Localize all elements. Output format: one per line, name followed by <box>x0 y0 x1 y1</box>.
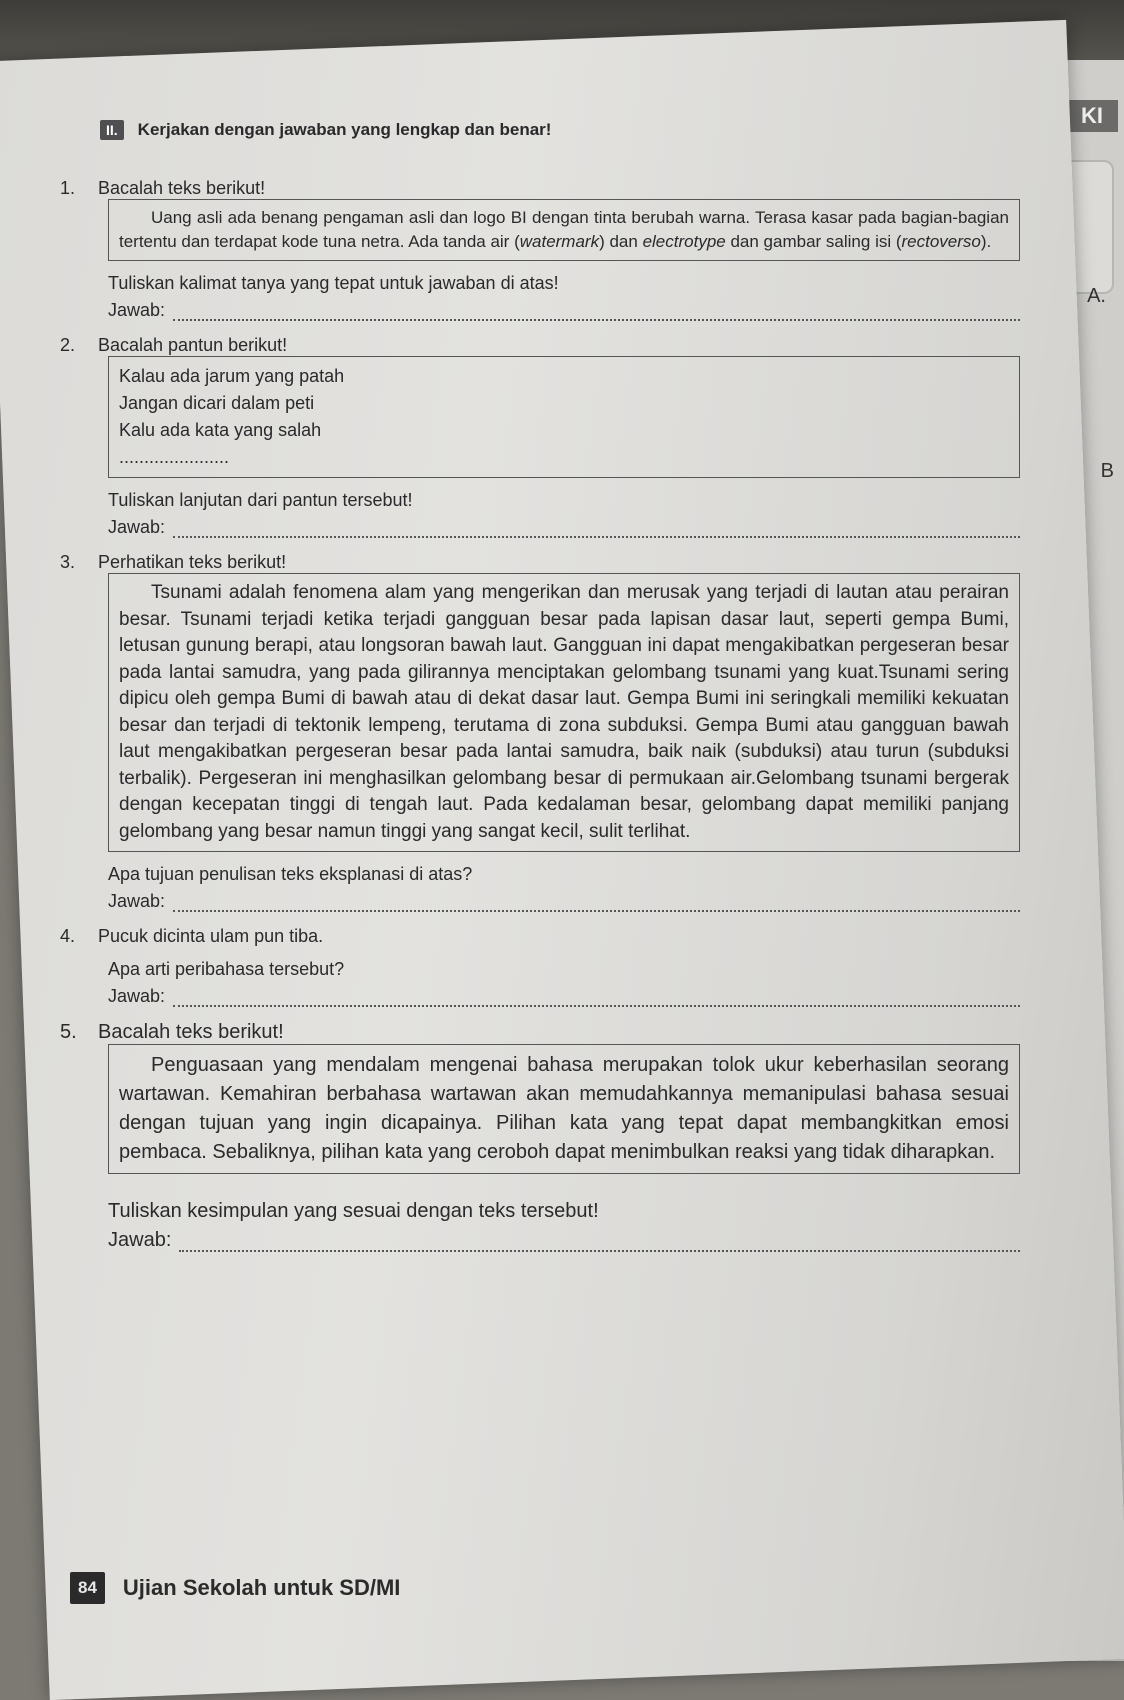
question-4 <box>60 926 1020 1007</box>
question-number: 2. <box>60 335 76 355</box>
reading-text: Tsunami adalah fenomena alam yang mengerikan dan merusak yang terjadi di lautan atau perairan besar. Tsunami terjadi ketika terjadi gangguan besar pada lapisan dasar laut, seperti gempa Bumi, letusan gunung berapi, atau longsoran bawah laut. Gangguan ini dapat mengakibatkan pergeseran besar pada lantai samudra, yang pada gilirannya menciptakan gelombang tsunami yang kuat.Tsunami sering dipicu oleh gempa Bumi di bawah atau di dekat dasar laut. Gempa Bumi ini seringkali memiliki kekuatan besar dan terjadi di tektonik lempeng, terutama di zona subduksi. Gempa Bumi atau gangguan bawah laut mengakibatkan pergeseran besar pada lantai samudra, baik naik (subduksi) atau turun (subduksi terbalik). Pergeseran ini menghasilkan gelombang besar di permukaan air.Gelombang tsunami bergerak dengan kecepatan tinggi di tengah laut. Pada kedalaman besar, gelombang dapat memiliki panjang gelombang yang besar namun tinggi yang sangat kecil, sulit terlihat. <box>119 582 1009 842</box>
footer-title: Ujian Sekolah untuk SD/MI <box>122 1575 401 1600</box>
side-letter-b: B <box>1100 460 1114 482</box>
pantun-box <box>108 356 1020 478</box>
question-2 <box>60 335 1020 538</box>
question-5 <box>60 1021 1020 1252</box>
reading-text: Penguasaan yang mendalam mengenai bahasa merupakan tolok ukur keberhasilan seorang wartawan. Kemahiran berbahasa wartawan akan memudahkannya memanipulasi bahasa sesuai dengan tujuan yang ingin dicapainya. Pilihan kata yang tepat dapat membangkitkan emosi pembaca. Sebaliknya, pilihan kata yang ceroboh dapat menimbulkan reaksi yang tidak diharapkan. <box>119 1054 1009 1163</box>
answer-dots <box>179 1236 1020 1252</box>
answer-line[interactable] <box>108 300 1020 321</box>
answer-dots <box>173 896 1020 912</box>
question-ask: Tuliskan kesimpulan yang sesuai dengan teks tersebut! <box>108 1200 599 1222</box>
answer-label: Jawab: <box>108 891 166 911</box>
text-segment: ). <box>980 232 992 251</box>
question-prompt: Perhatikan teks berikut! <box>98 552 287 572</box>
answer-dots <box>173 522 1020 538</box>
pantun-line-blank: ...................... <box>119 447 230 467</box>
text-segment: Uang asli ada benang pengaman asli dan logo BI dengan tinta berubah warna. Terasa kasar pada bagian-bagian tertentu dan terdapat kode tuna netra. Ada tanda air ( <box>119 208 1009 251</box>
question-prompt: Pucuk dicinta ulam pun tiba. <box>98 926 324 946</box>
question-prompt: Bacalah teks berikut! <box>98 1021 284 1043</box>
answer-dots <box>173 991 1020 1007</box>
section-instruction: Kerjakan dengan jawaban yang lengkap dan benar! <box>137 120 552 139</box>
answer-dots <box>173 305 1020 321</box>
page-number: 84 <box>70 1572 105 1604</box>
text-italic: watermark <box>519 232 600 251</box>
page-footer <box>70 1572 400 1604</box>
answer-line[interactable] <box>108 517 1020 538</box>
pantun-line: Jangan dicari dalam peti <box>119 393 315 413</box>
answer-line[interactable] <box>108 891 1020 912</box>
question-ask: Apa tujuan penulisan teks eksplanasi di atas? <box>108 864 473 884</box>
reading-box <box>108 1044 1020 1174</box>
pantun-line: Kalau ada jarum yang patah <box>119 366 345 386</box>
question-ask: Tuliskan lanjutan dari pantun tersebut! <box>108 490 413 510</box>
question-1 <box>60 178 1020 321</box>
answer-line[interactable] <box>108 986 1020 1007</box>
text-segment: dan gambar saling isi ( <box>725 232 902 251</box>
section-header <box>100 120 1020 140</box>
text-italic: electrotype <box>642 232 726 251</box>
pantun-line: Kalu ada kata yang salah <box>119 420 322 440</box>
question-number: 5. <box>60 1021 77 1043</box>
side-letter-a: A. <box>1087 285 1106 307</box>
reading-box <box>108 573 1020 852</box>
worksheet-content <box>60 120 1020 1252</box>
question-number: 4. <box>60 926 76 946</box>
question-ask: Apa arti peribahasa tersebut? <box>108 959 345 979</box>
question-prompt: Bacalah pantun berikut! <box>98 335 288 355</box>
question-3 <box>60 552 1020 912</box>
answer-label: Jawab: <box>108 1229 172 1251</box>
text-segment: ) dan <box>599 232 643 251</box>
answer-label: Jawab: <box>108 986 166 1006</box>
question-prompt: Bacalah teks berikut! <box>98 178 266 198</box>
answer-label: Jawab: <box>108 300 166 320</box>
text-italic: rectoverso <box>901 232 981 251</box>
answer-line[interactable] <box>108 1229 1020 1252</box>
answer-label: Jawab: <box>108 517 166 537</box>
question-number: 3. <box>60 552 76 572</box>
question-number: 1. <box>60 178 76 198</box>
question-ask: Tuliskan kalimat tanya yang tepat untuk jawaban di atas! <box>108 273 559 293</box>
side-tab: KI <box>1066 100 1118 132</box>
section-number: II. <box>100 120 124 140</box>
reading-box <box>108 199 1020 261</box>
